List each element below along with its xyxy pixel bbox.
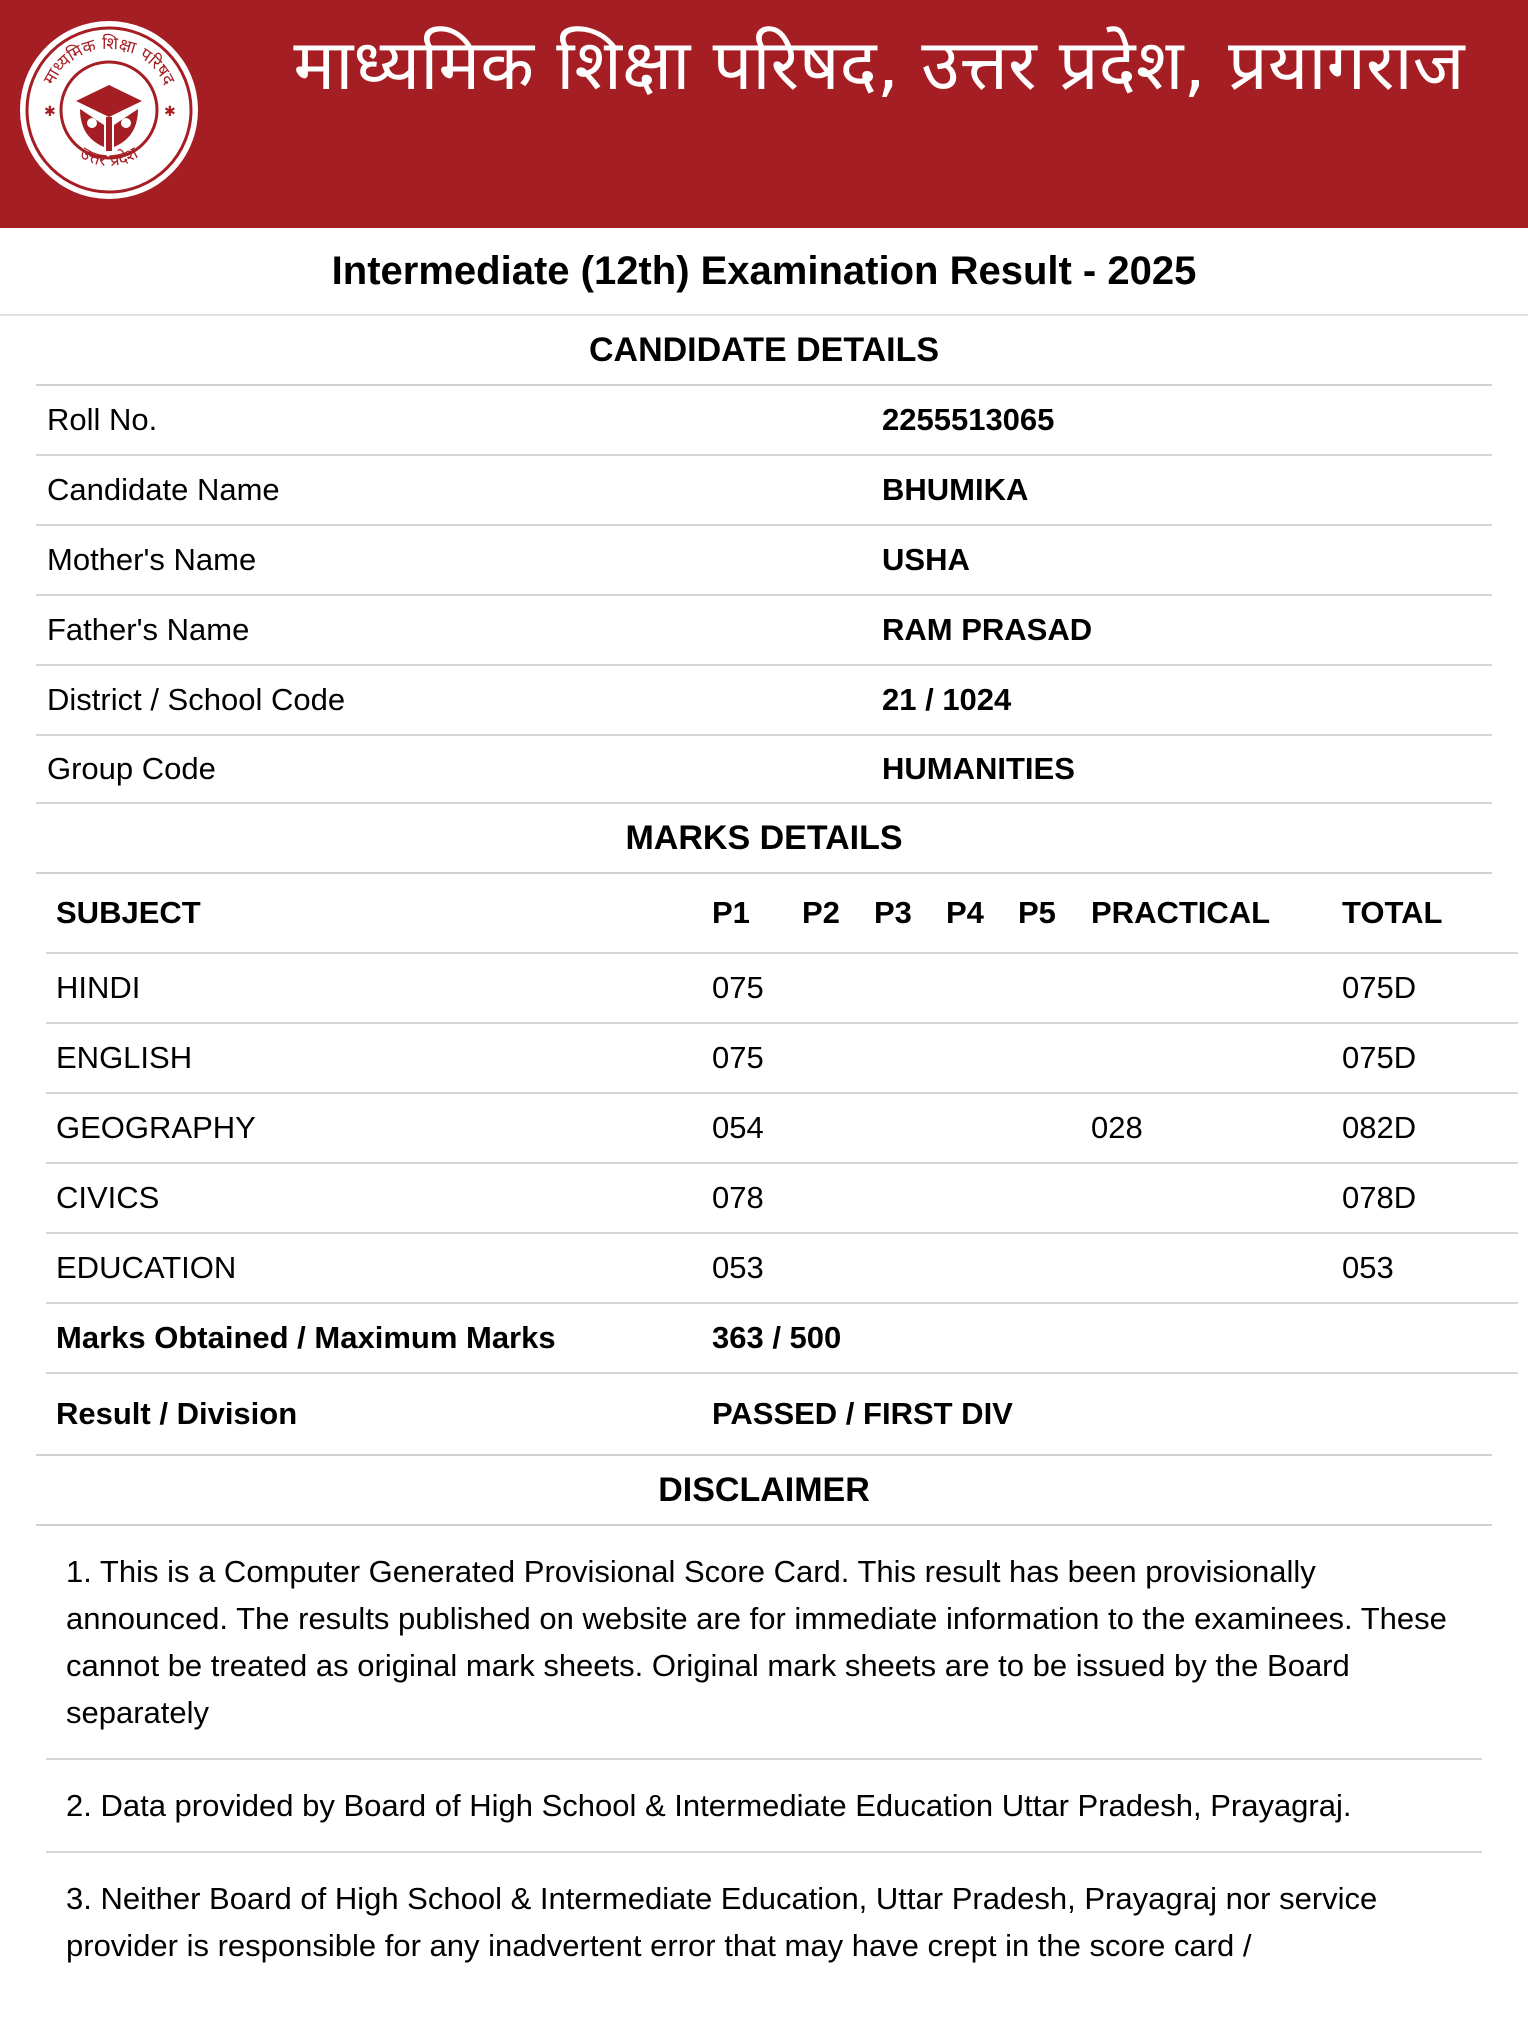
candidate-field-value: BHUMIKA [882,472,1029,507]
marks-cell-p3 [864,1093,936,1163]
marks-cell-practical [1081,1233,1332,1303]
marks-cell-p3 [864,953,936,1023]
marks-cell-total: 082D [1332,1093,1518,1163]
marks-details [36,874,1492,1456]
marks-cell-p1: 075 [702,953,792,1023]
page-header [0,0,1528,228]
marks-cell-total: 075D [1332,953,1518,1023]
marks-cell-p5 [1008,1163,1081,1233]
svg-text:✱: ✱ [164,103,176,119]
summary-label: Result / Division [56,1396,298,1431]
marks-cell-p1: 078 [702,1163,792,1233]
candidate-field-label: Roll No. [47,402,158,437]
marks-cell-p1: 054 [702,1093,792,1163]
marks-cell-p4 [936,953,1008,1023]
marks-cell-practical: 028 [1081,1093,1332,1163]
marks-column-header: SUBJECT [46,874,702,953]
marks-cell-p3 [864,1023,936,1093]
candidate-row [36,386,1492,456]
marks-column-header: P4 [936,874,1008,953]
marks-cell-p2 [792,1023,864,1093]
marks-cell-subject: ENGLISH [46,1023,702,1093]
marks-cell-p5 [1008,953,1081,1023]
candidate-row [36,736,1492,804]
marks-cell-total: 053 [1332,1233,1518,1303]
disclaimer-section-title: DISCLAIMER [36,1456,1492,1526]
board-logo-emblem [18,19,200,201]
marks-obtained-row [46,1303,1518,1373]
candidate-field-label: Candidate Name [47,472,280,507]
marks-cell-subject: CIVICS [46,1163,702,1233]
marks-cell-p3 [864,1233,936,1303]
candidate-section-title: CANDIDATE DETAILS [36,316,1492,386]
marks-cell-practical [1081,953,1332,1023]
marks-cell-p4 [936,1163,1008,1233]
marks-cell-subject: GEOGRAPHY [46,1093,702,1163]
candidate-row [36,526,1492,596]
logo-top-text: माध्यमिक शिक्षा परिषद [39,33,179,89]
candidate-row [36,666,1492,736]
result-content [36,316,1492,1991]
marks-table [46,874,1518,1454]
marks-cell-p4 [936,1093,1008,1163]
marks-cell-p3 [864,1163,936,1233]
result-division-row [46,1373,1518,1454]
marks-column-header: P1 [702,874,792,953]
logo-bottom-text: उत्तर प्रदेश [76,143,142,172]
summary-value: 363 / 500 [702,1303,1518,1373]
disclaimer-item: 1. This is a Computer Generated Provisional Score Card. This result has been provisionally announced. The results published on website are for immediate information to the examinees. These cannot be treated as original mark sheets. Original mark sheets are to be issued by the Board separately [46,1526,1482,1760]
marks-cell-total: 075D [1332,1023,1518,1093]
disclaimer-item: 2. Data provided by Board of High School & Intermediate Education Uttar Pradesh, Prayagraj. [46,1760,1482,1853]
marks-cell-p2 [792,1093,864,1163]
candidate-field-label: District / School Code [47,682,346,717]
marks-cell-p5 [1008,1233,1081,1303]
marks-cell-p2 [792,1163,864,1233]
marks-column-header: TOTAL [1332,874,1518,953]
marks-cell-p2 [792,953,864,1023]
candidate-details [36,386,1492,804]
marks-cell-p1: 075 [702,1023,792,1093]
exam-title: Intermediate (12th) Examination Result - 2025 [0,228,1528,316]
candidate-row [36,456,1492,526]
table-row [46,1023,1518,1093]
marks-cell-p5 [1008,1093,1081,1163]
table-row [46,1233,1518,1303]
marks-column-header: P5 [1008,874,1081,953]
summary-value: PASSED / FIRST DIV [712,1396,1013,1431]
candidate-field-value: USHA [882,542,970,577]
candidate-field-value: 21 / 1024 [882,682,1012,717]
candidate-field-label: Group Code [47,751,216,786]
table-row [46,1163,1518,1233]
marks-column-header: PRACTICAL [1081,874,1332,953]
marks-cell-practical [1081,1023,1332,1093]
marks-header-row [46,874,1518,953]
table-row [46,1093,1518,1163]
marks-cell-practical [1081,1163,1332,1233]
disclaimer-list [36,1526,1492,1991]
candidate-row [36,596,1492,666]
candidate-field-label: Father's Name [47,612,250,647]
marks-section-title: MARKS DETAILS [36,804,1492,874]
marks-cell-p1: 053 [702,1233,792,1303]
marks-cell-p5 [1008,1023,1081,1093]
candidate-field-value: RAM PRASAD [882,612,1093,647]
summary-label: Marks Obtained / Maximum Marks [46,1303,702,1373]
marks-column-header: P2 [792,874,864,953]
board-title: माध्यमिक शिक्षा परिषद, उत्तर प्रदेश, प्रयागराज [293,24,1465,106]
candidate-field-value: 2255513065 [882,402,1055,437]
marks-cell-p4 [936,1023,1008,1093]
disclaimer-item: 3. Neither Board of High School & Intermediate Education, Uttar Pradesh, Prayagraj nor service provider is responsible for any inadvertent error that may have crept in the score card / [66,1881,1378,1963]
candidate-field-value: HUMANITIES [882,751,1075,786]
table-row [46,953,1518,1023]
marks-cell-subject: HINDI [46,953,702,1023]
marks-column-header: P3 [864,874,936,953]
candidate-field-label: Mother's Name [47,542,257,577]
marks-cell-p2 [792,1233,864,1303]
svg-text:✱: ✱ [44,103,56,119]
marks-cell-subject: EDUCATION [46,1233,702,1303]
marks-cell-total: 078D [1332,1163,1518,1233]
marks-cell-p4 [936,1233,1008,1303]
